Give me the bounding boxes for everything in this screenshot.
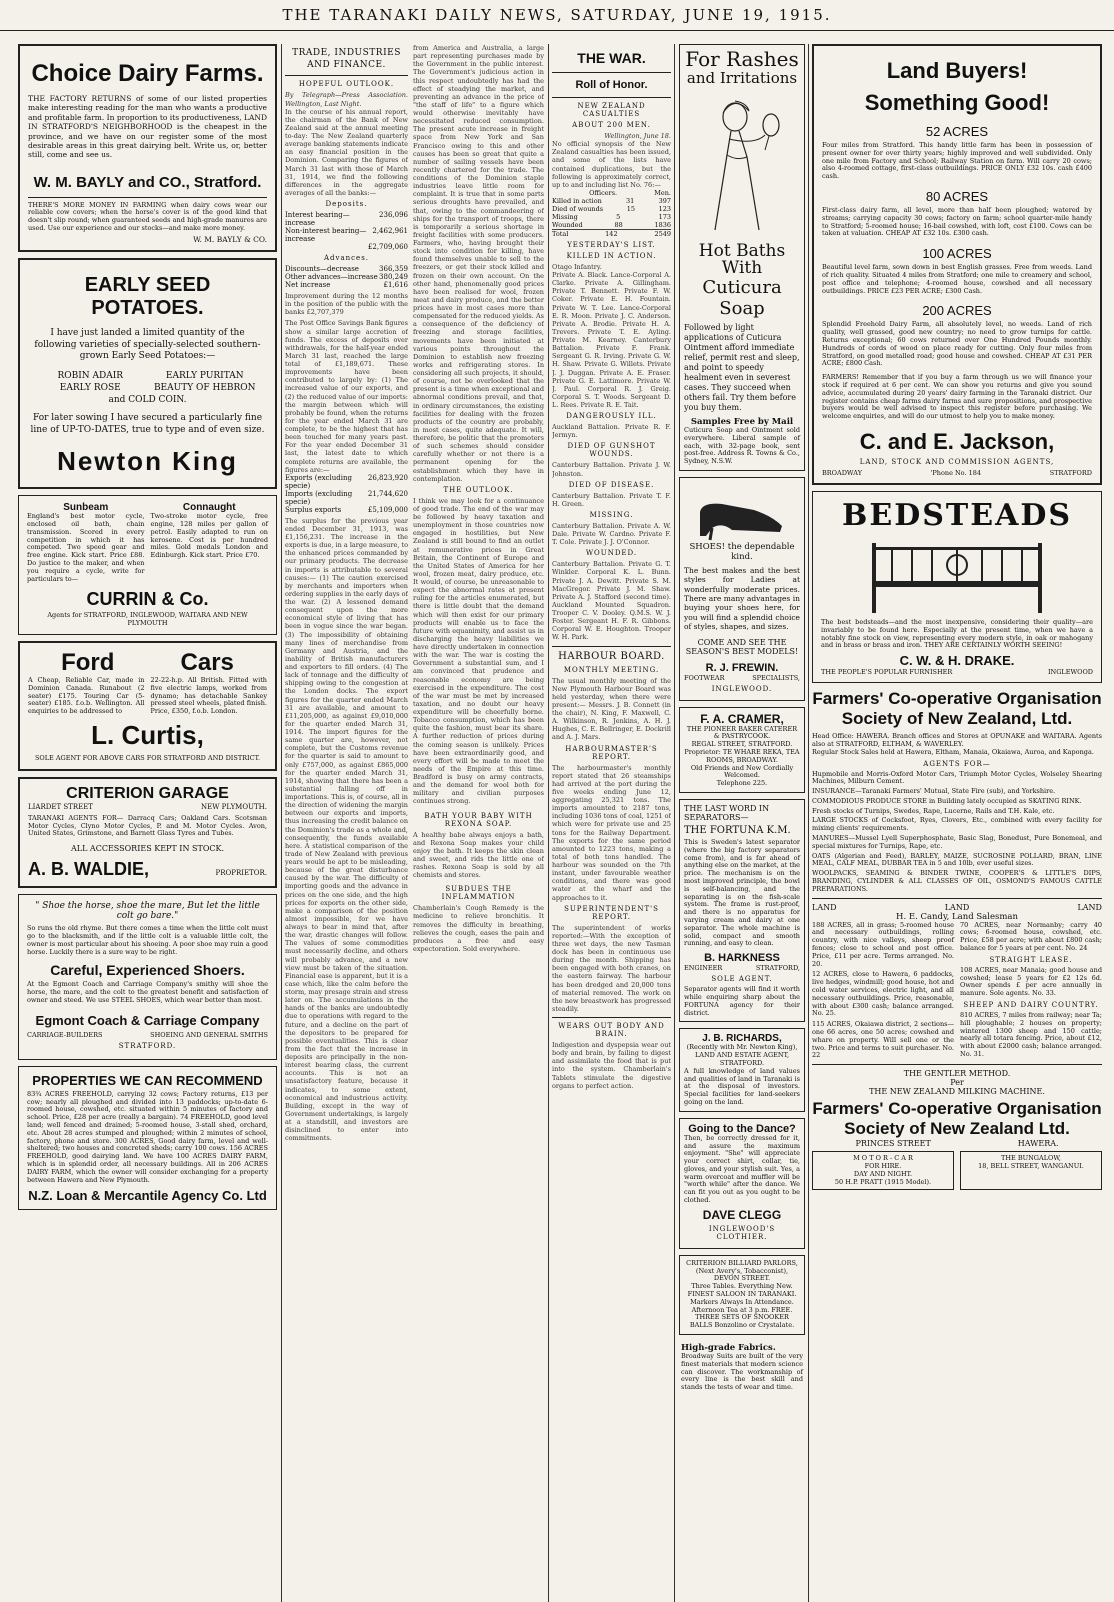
bed-illustration	[821, 537, 1093, 615]
acre-body: Four miles from Stratford. This handy little farm has been in possession of present owner for over thirty years; highly improved and well subdivided. Only one mile from Factory and School; Railway Station on farm. Will carry 20 cows; also 4-roomed cottage, first-class outbuildings. PRICE ONLY £32 10s. cash £400 cash.	[822, 141, 1092, 181]
section-subtitle: SUPERINTENDENT'S REPORT.	[564, 904, 659, 921]
column-1	[18, 44, 277, 1602]
motorcycle-ad	[18, 495, 277, 635]
stats-row: Total 142 2549	[552, 229, 671, 238]
candy-land-ad: LAND LAND LAND H. E. Candy, Land Salesman 188 ACRES, all in grass; 5-roomed house and necessary outbuildings, rolling country, with nice valleys, sheep proof fences; close to school and post office. Price, £11 per acre. Terms arranged. No. 20. 12 ACRES, close to Hawera, 6 paddocks, live hedges, windmill; good house, hot and cold water services, electric light, and all necessary outbuildings. Price, reasonable, with about £300 cash; balance arranged. No. 25. 115 ACRES, Okaiawa district, 2 sections—one 66 acres, one 50 acres; cowshed and whare on property. Will sell one or the two. Price and terms to suit purchaser. No. 22 70 ACRES, near Normanby; carry 40 cows; 6-roomed house, cowshed, etc. Price, £58 per acre; with about £800 cash; balance for 5 years at per cent. No. 24 STRAIGHT LEASE. 108 ACRES, near Manaia; good house and cowshed; lease 5 years for £2 12s 6d. Owner spends £ per acre annually in manure. Sole agents. No. 33. SHEEP AND DAIRY COUNTRY. 810 ACRES, 7 miles from railway; near Ta; hill ploughable; 2 houses on property; wintered 1300 sheep and 150 cattle; nearly all totara fencing. Price, about £12, with about £2000 cash; balance arranged. No. 31.	[812, 902, 1102, 1060]
divider	[552, 72, 671, 73]
fortuna-separator-ad: THE LAST WORD IN SEPARATORS— THE FORTUNA K.M. This is Sweden's latest separator (where the big factory separators come from), and is far ahead of anything else on the market, at the price. The mechanism is on the most improved principle, the bowl is self-balancing, and the separating is on the fish-scale system. The frame is rust-proof, and there is no apparatus for varying cream and dairy at one separator. The whole machine is solid, compact and smooth running, and easy to clean. B. HARKNESS ENGINEER STRATFORD, SOLE AGENT. Separator agents will find it worth while enquiring sharp about the FORTUNA agency for their district.	[679, 799, 805, 1022]
advertiser-name: F. A. CRAMER,	[700, 711, 784, 726]
woman-illustration	[684, 95, 800, 235]
masthead: THE TARANAKI DAILY NEWS, SATURDAY, JUNE 19, 1915.	[0, 6, 1114, 31]
variety-item: and COLD COIN.	[108, 394, 187, 405]
town: NEW PLYMOUTH.	[201, 802, 267, 811]
ad-body: The best makes and the best styles for Ladies at wonderfully moderate prices. There are many advantages in buying your shoes here, for you will find a splendid choice of styles, shapes, and sizes.	[684, 565, 800, 632]
cuticura-ad	[679, 44, 805, 471]
divider	[552, 1017, 671, 1018]
item-heading: BATH YOUR BABY WITH REXONA SOAP.	[424, 811, 533, 828]
acre-body: First-class dairy farm, all level, more than half been ploughed; watered by streams; carrying capacity 30 cows; factory on farm; school quarter-mile handy to Stratford; 5-roomed house; 16-bail cowshed, with loft, cost £100. Cows can be taken at valuation. CHEAP AT £32 10s. £300 cash.	[822, 205, 1092, 238]
ad-intro: I have just landed a limited quantity of the following varieties of specially-selected southern-grown Early Seed Potatoes:—	[34, 327, 261, 362]
name-list: Canterbury Battalion. Private A. W. Dale. Private W. Cardno. Private F. T. Cole. Private J. J. O'Connor.	[552, 521, 671, 547]
column-4	[552, 44, 671, 1602]
dateline: Wellington, June 18.	[604, 132, 671, 140]
article-body: In the course of his annual report, the chairman of the Bank of New Zealand said at the annual meeting to-day: The New Zealand quarterly average banking statements indicate an easy financial position in the Dominion. Comparing the figures of March 31 last with those of March 31, 1914, we find the following differences in the aggregate averages of all the banks:—	[285, 107, 408, 197]
divider	[812, 898, 1102, 899]
ad-title: SHOES! the dependable kind.	[689, 541, 795, 562]
ad-title: Choice Dairy Farms.	[31, 60, 264, 87]
casualties-heading: NEW ZEALAND CASUALTIES	[577, 102, 646, 118]
street: LIARDET STREET	[28, 802, 93, 811]
samples-line: Samples Free by Mail	[690, 417, 794, 427]
ad-body: 83¾ ACRES FREEHOLD, carrying 32 cows; Factory returns, £13 per cow; nearly all ploughed and divided into 13 paddocks; up-to-date 6-roomed house, cowshed, etc. situated within 5 minutes of factory and school. Price, £28 per acre (really a bargain). 74 FREEHOLD, good level land; well fenced and drained; 5-roomed house, 3-stall shed, orchard, etc. About 28 acres stumped and ploughed; within 2 minutes of school, factory, phone and store. 300 ACRES, Good dairy farm, level and well-sheltered; two houses and concreted sheds; carry 100 cows. 156 ACRES FREEHOLD, good dairying land. We have 100 ACRES DAIRY FARM, which is in splendid order, all necessary buildings. All in 206 ACRES DAIRY FARM, which the owner will consider exchanging for a property between Hawera and New Plymouth.	[27, 1089, 268, 1184]
acre-heading: 200 ACRES	[922, 303, 992, 319]
item-body: Chamberlain's Cough Remedy is the medicine to relieve bronchitis. It removes the difficulty in breathing, relieves the cough, eases the pain and produces a free and easy expectoration. Sold everywhere.	[413, 904, 544, 953]
divider	[285, 75, 408, 76]
item-heading: SUBDUES THE INFLAMMATION	[441, 885, 516, 902]
ad-title: Farmers' Co-operative Organisation	[812, 1099, 1102, 1119]
advertiser-name: R. J. FREWIN.	[705, 661, 779, 674]
divider	[552, 646, 671, 647]
ad-title: Society of New Zealand Ltd.	[844, 1119, 1070, 1139]
frewin-shoes-ad: SHOES! the dependable kind. The best makes and the best styles for Ladies at wonderfully moderate prices. There are many advantages in buying your shoes here, for you will find a splendid choice of styles, shapes, and sizes. COME AND SEE THE SEASON'S BEST MODELS! R. J. FREWIN. FOOTWEAR SPECIALISTS, INGLEWOOD.	[679, 477, 805, 701]
section-subtitle: Roll of Honor.	[575, 79, 648, 91]
divider	[28, 197, 267, 198]
accessories: ALL ACCESSORIES KEPT IN STOCK.	[70, 844, 225, 854]
ad-title: Careful, Experienced Shoers.	[50, 962, 245, 979]
column-rule	[548, 44, 549, 1602]
variety-item: BEAUTY OF HEBRON	[153, 382, 256, 393]
samples-detail: Cuticura Soap and Ointment sold everywhere. Liberal sample of each, with 32-page book, sent post-free. Address R. Towns & Co., Sydney, N.S.W.	[684, 426, 800, 466]
acre-heading: 52 ACRES	[925, 124, 989, 139]
table-row: Discounts—decrease 366,359	[285, 265, 408, 273]
table-heading: Advances.	[323, 254, 370, 262]
stats-row: Killed in action 31 397	[552, 196, 671, 205]
ad-body: TARANAKI AGENTS FOR— Darracq Cars; Oakland Cars. Scotsman Motor Cycles, Clyno Motor Cycles, P. and M. Motor Cycles. Avon, United States, Grimstone, and Barnett Glass Tyres and Tubes.	[28, 813, 267, 838]
advertiser-name: L. Curtis,	[91, 720, 204, 750]
ad-body: THE FACTORY RETURNS of some of our listed properties make interesting reading for the man who wants a productive and profitable farm. In proportion to its productiveness, LAND IN STRATFORD'S NEIGHBORHOOD is the cheapest in the province, and we have on our register some of the most desirable areas in this great dairying belt. Write us, or, better still, come and see us.	[28, 94, 267, 160]
ad-headline: Cuticura Soap	[702, 277, 782, 319]
advertiser-signature: W. M. BAYLY & CO.	[193, 234, 267, 244]
name-list: Canterbury Battalion. Private J. W. Johnston.	[552, 461, 671, 478]
jackson-land-ad: Land Buyers! Something Good! 52 ACRES Four miles from Stratford. This handy little farm has been in possession of present owner for over thirty years; highly improved and well subdivided. Only one mile from Factory and School; Railway Station on farm. Will carry 20 cows; also 4-roomed cottage, first-class outbuildings. PRICE ONLY £32 10s. cash £400 cash. 80 ACRES First-class dairy farm, all level, more than half been ploughed; watered by streams; carrying capacity 30 cows; factory on farm; school quarter-mile handy to Stratford; 5-roomed house; 16-bail cowshed, with loft, cost £100. Cows can be taken at valuation. CHEAP AT £32 10s. £300 cash. 100 ACRES Beautiful level farm, sown down in best English grasses. Free from weeds. Land of rich quality. Situated 4 miles from Stratford; one mile to creamery and school, post office and telephone; 4-roomed house, cowshed and all necessary outbuildings. PRICE £23 PER ACRE; £300 Cash. 200 ACRES Splendid Freehold Dairy Farm, all absolutely level, no weeds. Land of rich quality, well grassed, good new country; no need to grow turnips for cattle. Returns exceptional; 60 cows returned over One Hundred Pounds monthly. Hundreds of cords of wood on place ready for cutting. Only four miles from Stratford, on good metalled road; good house and cowshed. CHEAP AT £31 PER ACRE; £800 Cash. FARMERS! Remember that if you buy a farm through us we will finance your stock if required at 6 per cent. We can show you returns and give you sound advice, accumulated during 20 years' dairy farming in the Taranaki district. Our register contains cheap farms dairy farms and sure propositions, and prospective buyers would be well advised to inspect this register before purchasing. We welcome enquiries, and will do our utmost to help you to make money. C. and E. Jackson, LAND, STOCK AND COMMISSION AGENTS, BROADWAY 'Phone No. 184 STRATFORD	[812, 44, 1102, 485]
quote: " Shoe the horse, shoe the mare, But let the little colt go bare."	[35, 901, 260, 922]
acre-heading: 80 ACRES	[925, 188, 989, 204]
woman-with-mirror-icon	[697, 95, 787, 235]
stats-row: Wounded 88 1836	[552, 220, 671, 229]
shoe-icon	[692, 482, 792, 542]
table-heading: Deposits.	[325, 200, 368, 208]
unit: Otago Infantry.	[552, 262, 602, 271]
advertiser-name: N.Z. Loan & Mercantile Agency Co. Ltd	[28, 1188, 267, 1204]
article-body: The superintendent of works reported:—With the exception of three wet days, the new Tasman dock has been in continuous use during the month. Shipping has been engaged with both cranes, on the eastern fairway. The harbour has been dredged and 20,000 tons of material removed. The work on the new breastwork has progressed steadily.	[552, 923, 671, 1013]
list-heading: KILLED IN ACTION.	[566, 251, 657, 260]
ford-cars-ad	[18, 641, 277, 771]
table-row: Other advances—increase 380,249	[285, 273, 408, 281]
ad-title: Going to the Dance?	[688, 1122, 796, 1135]
proprietor: PROPRIETOR.	[215, 869, 267, 878]
divider	[552, 97, 671, 98]
ad-title: For Rashes	[685, 47, 799, 71]
ad-title: EARLY SEED POTATOES.	[84, 273, 211, 319]
ford-left-text: A Cheap, Reliable Car, made in Dominion Canada. Runabout (2 seater) £175. Touring Car (5-seater) £185. f.o.b. Wellington. All enquiries to be addressed to	[28, 676, 145, 716]
section-heading: THE OUTLOOK.	[443, 485, 514, 494]
article-title: TRADE, INDUSTRIES AND FINANCE.	[292, 48, 401, 70]
article-body: from America and Australia, a large part representing purchases made by the Government in the public interest. The Government's judicious action in this respect undoubtedly has had the effect of steadying the market, and preventing an advance in the price of "the staff of life" to a figure which would otherwise inevitably have necessitated reduced consumption. The present acute increase in freight space from New York and San Francisco owing to this and other causes has been so great that quite a number of sailing vessels have been recently chartered for the trade. The conditions of the Dominion staple industries leave little room for complaint. It is true that in some parts serious droughts have prevailed, and that, owing to the commandeering of ships for the transport of troops, there is temporarily a serious shortage in freight facilities with some producers. Farmers, who, having brought their stock into condition for killing, have found themselves unable to sell to the freezers, or get their stock killed and frozen on their own account. On the other hand, phenomenally good prices have been realised for wool, frozen meat and dairy produce, and the better prices have in most cases more than compensated for the reduced yields. As a consequence of the deficiency of freezing and storage facilities, movements have been initiated at various points throughout the Dominion to establish new freezing works and refrigerating stores. In considering all such projects, it should, of course, not be overlooked that the present is a time when exceptional and abnormal conditions prevail, and that, in ordinary circumstances, the existing facilities for dealing with the frozen products of the country are probably, in most cases, quite adequate. It will, therefore, be politic that the promoters of such schemes should consider carefully whether or not there is a permanent opening for the establishment which they have in contemplation.	[413, 44, 544, 483]
motor-car-hire-ad: M O T O R - C A R FOR HIRE. DAY AND NIGHT. 50 H.P. PRATT (1915 Model).	[812, 1151, 954, 1190]
advertiser-name: Egmont Coach & Carriage Company	[35, 1012, 260, 1028]
ad-title: THE LAST WORD IN SEPARATORS—	[684, 803, 770, 822]
sunbeam-title: Sunbeam	[63, 502, 109, 514]
item-heading: WEARS OUT BODY AND BRAIN.	[558, 1022, 665, 1038]
list-heading: DIED OF GUNSHOT WOUNDS.	[567, 442, 656, 459]
column-rule	[281, 44, 282, 1602]
ad-title: Farmers' Co-operative Organisation	[812, 689, 1102, 709]
connaught-title: Connaught	[182, 502, 236, 514]
advertiser-name: C. and E. Jackson,	[859, 428, 1055, 454]
cramer-ad: F. A. CRAMER, THE PIONEER BAKER CATERER & PASTRYCOOK. REGAL STREET, STRATFORD. Proprietor: TE WHARE REKA, TEA ROOMS, BROADWAY. Old Friends and New Cordially Welcomed. Telephone 225.	[679, 707, 805, 793]
name-list: Canterbury Battalion. Private G. T. Winkler. Corporal K. L. Bunn. Private J. A. Dewitt. Private S. M. MacGregor. Private J. M. Shaw. Private A. J. Stafford (second time). Auckland Mounted Squadron. Trooper C. V. Dooley. Q.M.S. W. J. Foster. Sergeant H. F. R. Gibbons. Corporal W. E. Houghton. Trooper W. H. Park.	[552, 560, 671, 642]
shoe-illustration	[684, 482, 800, 542]
item-body: A healthy babe always enjoys a bath, and Rexona Soap makes your child enjoy the bath. It keeps the skin clean and sweet, and rids the little one of rashes. Rexona Soap is sold by all chemists and stores.	[413, 830, 544, 880]
dave-clegg-ad: Going to the Dance? Then, be correctly dressed for it, and assure the maximum enjoyment. "She" will appreciate your correct shirt, collar, tie, gloves, and your stylish suit. Yes, a warm overcoat and muffler will be "worth while" after the dance. We can fit you out as you ought to be clothed. DAVE CLEGG INGLEWOOD'S CLOTHIER.	[679, 1118, 805, 1249]
acre-heading: 100 ACRES	[922, 246, 992, 262]
column-5	[679, 44, 805, 1602]
article-body: The usual monthly meeting of the New Plymouth Harbour Board was held yesterday, when there were present:— Messrs. J. B. Connett (in the chair), N. King, F. Maxwell, C. A. Wilkinson, R. Jenkins, A. H. J. Hughes, C. E. Bellringer, E. Dockrill and A. J. Mars.	[552, 676, 671, 742]
ad-title: Cars	[180, 649, 234, 677]
ad-title: PROPERTIES WE CAN RECOMMEND	[32, 1072, 263, 1088]
casualties-subheading: ABOUT 200 MEN.	[572, 121, 651, 129]
table-row: £2,709,060	[367, 243, 408, 251]
stats-header: Officers. Men.	[589, 188, 671, 197]
town: STRATFORD.	[118, 1041, 177, 1050]
advertiser-name: B. HARKNESS	[704, 952, 780, 965]
dateline: By Telegraph—Press Association. Wellington, Last Night.	[285, 91, 408, 108]
ford-right-text: 22-22-h.p. All British. Fitted with five electric lamps, worked from dynamo; has detachable Sankey pressed steel wheels, plated finish. Price, £350, f.o.b. London.	[150, 676, 267, 716]
variety-item: ROBIN ADAIR	[57, 370, 124, 381]
fabrics-ad: High-grade Fabrics. Broadway Suits are built of the very finest materials that modern science can discover. The workmanship of every line is the best skill and stands the tests of wear and time.	[681, 1343, 803, 1392]
article-subtitle: HOPEFUL OUTLOOK.	[298, 80, 395, 89]
advertiser-name: A. B. WALDIE,	[28, 859, 149, 880]
variety-item: EARLY PURITAN	[165, 370, 244, 381]
acre-body: Splendid Freehold Dairy Farm, all absolutely level, no weeds. Land of rich quality, well grassed, good new country; no need to grow turnips for cattle. Returns exceptional; 60 cows returned over One Hundred Pounds monthly. Hundreds of cords of wood on place ready for cutting. Only four miles from Stratford, on good metalled road; good house and cowshed. CHEAP AT £31 PER ACRE; £800 Cash.	[822, 320, 1092, 368]
column-2	[285, 44, 408, 1602]
egmont-coach-ad	[18, 894, 277, 1060]
article-body: The harbourmaster's monthly report stated that 26 steamships had arrived at the port during the five weeks ending June 12, aggregating 25,321 tons. The imports amounted to 2187 tons, including 1036 tons of coal, 1251 of which were for private use and 25 tons for the Railway Department. The exports for the same period amounted to 1223 tons, making a total of both tons handled. The harbour was sounded on the 7th instant, under favourable weather conditions, and there was good water at the wharf and the approaches to it.	[552, 763, 671, 902]
bedstead-icon	[852, 537, 1062, 615]
ad-title: BEDSTEADS	[841, 497, 1073, 533]
sunbeam-body: England's best motor cycle, enclosed oil bath, chain transmission. Scored in every competition in which it has competed. Two speed gear and free engine. Kick start. Price £88. Do justice to the maker, and when you require a cycle, write for particulars to—	[27, 512, 145, 583]
ad-body: The best bedsteads—and the most inexpensive, considering their quality—are invariably to be found here. Especially at the present time, when we have a notably fine stock on view, representing every modern style, in oak or mahogany and in brass or brass and iron. THEY ARE CERTAINLY WORTH SEEING!	[821, 617, 1093, 650]
name-list: Auckland Battalion. Private R. F. Jermyn.	[552, 423, 671, 440]
advertiser-name: Newton King	[57, 446, 238, 477]
column-rule	[674, 44, 675, 1602]
trade-right: SHOEING AND GENERAL SMITHS	[150, 1030, 268, 1039]
ad-title: Land Buyers!	[886, 58, 1028, 83]
article-body: The surplus for the previous year ended December 31, 1913, was £1,156,231. The increase in the exports is due, in a large measure, to the enhanced prices commanded by our primary products. The decrease in imports is attributable to several causes:— (1) The caution exercised by merchants and importers when ordering supplies in the early days of the war. (2) A lessened demand consequent upon the more economical style of living that has been in vogue since the war began. (3) The impossibility of obtaining many lines of merchandise from Germany and Austria, and the inability of British manufacturers and exporters to fill orders. (4) The lack of tonnage and the difficulty of shipping owing to the congestion at the London docks. The export figures for the quarter ended March 31 are available, and amount to £11,205,000, as against £9,010,000 for the quarter ended March 31, 1914. The import figures for the same quarter are, however, not complete, but the Customs revenue for the quarter is said to amount to only £757,000, as against £865,000 for the quarter ended March 31, 1914, showing that there has been a substantial falling off in importations. This is, of course, all in the direction of widening the margin between our exports and imports, thus increasing the credit balance on the Dominion's trade as a whole and, consequently, the funds available here. A statistical comparison of the trade of New Zealand with previous years would be apt to be misleading, because of the great disturbance caused by the war. The difficulty of importing goods and the advance in prices on the one side, and the high prices for exports on the other side, make a comparison of the position almost impossible, for we have always to bear in mind that, after the war, drastic changes will follow. The values of some commodities must necessarily decline, and others will probably advance, and a new view must be taken of the situation. Financial ease is apparent, but it is a case which, like the calm before the storm, may presage strain and stress later on. The accumulations in the hands of the banks are undoubtedly due to operations with regard to the future, and a decline on the part of the depositors to be prepared for possible eventualities. This is clear from the fact that the increase in deposits are principally in the non-interest bearing class, the current accounts. This is not an unsatisfactory feature, because it indicates, to some extent, economical and industrious activity. Building, except in the way of Government undertakings, is largely at a standstill, and investors are disinclined to enter into commitments.	[285, 516, 408, 1143]
seed-potatoes-ad	[18, 258, 277, 489]
milking-machine-ad: THE GENTLER METHOD. Per THE NEW ZEALAND MILKING MACHINE. Farmers' Co-operative Organisation Society of New Zealand Ltd. PRINCES STREET HAWERA.	[812, 1069, 1102, 1149]
variety-item: EARLY ROSE	[59, 382, 121, 393]
ad-title: and Irritations	[686, 69, 798, 87]
column-3	[413, 44, 544, 1602]
table-row: Exports (excluding specie) 26,823,920	[285, 473, 408, 490]
name-list: Private A. Black. Lance-Corporal A. Clarke. Private A. Gillingham. Private T. Bennett. Private F. W. Coker. Private E. H. Fountain. Private W. T. Lee. Lance-Corporal E. R. Moon. Private J. C. Anderson. Private A. Brodie. Private H. A. Trevers. Private T. E. Ayling. Private M. Kearney. Canterbury Battalion. Private F. Frank. Sergeant G. R. Irving. Private G. W. H. Shaw. Private G. Willets. Private J. J. Duggan. Private A. E. Fraser. Private G. E. Lattimore. Private W. J. Paul. Corporal R. J. Greig. Corporal S. T. Woods. Sergeant D. L. Rees. Private R. E. Tait.	[552, 271, 671, 409]
ad-title: THE FORTUNA K.M.	[684, 824, 791, 836]
advertiser-name: W. M. BAYLY and CO., Stratford.	[33, 173, 262, 191]
list-heading: DIED OF DISEASE.	[568, 480, 655, 489]
list-heading: DANGEROUSLY ILL.	[566, 412, 657, 421]
criterion-garage-ad	[18, 777, 277, 888]
table-row: Non-interest bearing—increase 2,462,961	[285, 227, 408, 243]
article-body: No official synopsis of the New Zealand casualties has been issued, and some of the lists have contained duplications, but the following is approximately correct, up to and including list No. 76:—	[552, 140, 671, 189]
connaught-body: Two-stroke motor cycle, free engine, 128 miles per gallon of petrol. Easily adapted to run on kerosene. Cost is per hundred miles. Gold medals London and Edinburgh. Kick start. Price £70.	[150, 512, 268, 560]
advertiser-name: J. B. RICHARDS,	[702, 1033, 782, 1045]
ad-title: Society of New Zealand, Ltd.	[841, 709, 1073, 729]
item-body: Indigestion and dyspepsia wear out body and brain, by failing to digest and assimilate the food that is put into the system. Chamberlain's Tablets stimulate the digestive organs to perfect action.	[552, 1041, 671, 1090]
bungalow-ad: THE BUNGALOW, 18, BELL STREET, WANGANUI.	[960, 1151, 1102, 1190]
section-title: HARBOUR BOARD.	[558, 650, 665, 662]
ad-body: At the Egmont Coach and Carriage Company's smithy will shoe the horse, the mare, and the colt to the greatest benefit and satisfaction of owner and steed. We use STEEL SHOES, which wear better than most.	[27, 980, 268, 1004]
article-body: I think we may look for a continuance of good trade. The end of the war may be followed by heavy taxation and unemployment in those countries now engaged in hostilities, but New Zealand is still bound to find an outlet at remunerative prices in Great Britain, the Continent of Europe and the United States of America for her wool, frozen meat, dairy produce, etc. It would, of course, be unreasonable to expect the abnormal rates at present ruling for the articles enumerated, but there is little doubt that the demand which will then exist for our primary products will enable us to face the future with equanimity, and assist us in discharging the heavy liabilities we have directly undertaken in connection with the war. The war is costing the Government a substantial sum, and I am convinced that prudence and reasonable economy are being exercised in the expenditure. The cost of the war must be met by increased taxation, and no doubt our heavy expenditure will be cheerfully borne. Tobacco consumption, which has been quite the fashion, must bear its share. A further reduction of prices during the coming season is unlikely. Prices have been extraordinarily good, and every effort will be made to meet the needs of the Empire at this time. Bradford is busy on army contracts, and the demand for wool both for military and civilian purposes continues strong.	[413, 496, 544, 806]
ad-body: THERE'S MORE MONEY IN FARMING when dairy cows wear our reliable cow covers; when the horse's cover is of the good kind that doesn't slip round; when guaranteed seeds and high-grade manures are used. Use our experience and our stocks—and make more money.	[28, 200, 267, 233]
section-subtitle: HARBOURMASTER'S REPORT.	[565, 744, 658, 761]
divider	[812, 1064, 1102, 1065]
ad-title: CRITERION GARAGE	[66, 784, 229, 802]
ad-title: CRITERION BILLIARD PARLORS,	[686, 1258, 798, 1267]
richards-ad: J. B. RICHARDS, (Recently with Mr. Newton King), LAND AND ESTATE AGENT, STRATFORD. A full knowledge of land values and qualities of land in Taranaki is at the disposal of investors. Special facilities for land-seekers going on the land.	[679, 1028, 805, 1111]
properties-ad	[18, 1066, 277, 1211]
agent-line: SOLE AGENT FOR ABOVE CARS FOR STRATFORD AND DISTRICT.	[34, 754, 261, 762]
table-row: Interest bearing—increase 236,096	[285, 211, 408, 227]
bedsteads-ad: BEDSTEADS The best bedsteads—and the most inexpensive, considering their quality—are invariably to be found here. Especially at the present time, when we have a notably fine stock on view, representing every modern style, in oak or mahogany and in brass or brass and iron. THEY ARE CERTAINLY WORTH SEEING! C. W. & H. DRAKE. THE PEOPLE'S POPULAR FURNISHER INGLEWOOD	[812, 491, 1102, 683]
ad-body: So runs the old rhyme. But there comes a time when the little colt must go to the blacksmith, and if the little colt is a valuable little colt, the owner is most particular about his shoeing. A poor shoe may ruin a good horse. Luckily there is a sure way to be right.	[27, 924, 268, 956]
improvement-line: Improvement during the 12 months in the position of the public with the banks £2,707,379	[285, 292, 408, 317]
article-body: The Post Office Savings Bank figures show a similar large accretion of funds. The excess of deposits over withdrawals, for the half-year ended March 31 last, reached the large total of £1,189,671. These improvements have been contributed to largely by: (1) The increased value of our exports, and (2) the reduced value of our imports: the margin between which will probably be found, when the returns for the year ended March 31 are complete, to be the highest that has been touched for many years past. For the year ended December 31 last, the latest date to which complete returns are available, the figures are:—	[285, 319, 408, 474]
billiard-parlor-ad: CRITERION BILLIARD PARLORS, (Next Avery's, Tobacconist), DEVON STREET. Three Tables. Everything New. FINEST SALOON IN TARANAKI. Markers Always In Attendance. Afternoon Tea at 3 p.m. FREE. THREE SETS OF SNOOKER BALLS Bonzolino or Crystalate.	[679, 1255, 805, 1335]
season-line: COME AND SEE THE SEASON'S BEST MODELS!	[685, 637, 799, 656]
farmers-cooperative-ad: Farmers' Co-operative Organisation Society of New Zealand, Ltd. Head Office: HAWERA. Branch offices and Stores at OPUNAKE and WAITARA. Agents also at STRATFORD, ELTHAM, & WAVERLEY. Regular Stock Sales held at Hawera, Eltham, Manaia, Okaiawa, Auroa, and Kaponga. AGENTS FOR— Hupmobile and Morris-Oxford Motor Cars, Triumph Motor Cycles, Wolseley Shearing Machines, Milburn Cement. INSURANCE—Taranaki Farmers' Mutual, State Fire (sub), and Yorkshire. COMMODIOUS PRODUCE STORE in Building lately occupied as SKATING RINK. Fresh stocks of Turnips, Swedes, Rape, Lucerne, Rails and T.H. Kale, etc. LARGE STOCKS of Cocksfoot, Ryes, Clovers, Etc., combined with every facility for mixing clients' requirements. MANURES—Mussel Lyell Superphosphate, Basic Slag, Bonedust, Pure Bonemeal, and special mixtures for Turnips, Rape, etc. OATS (Algerian and Feed), BARLEY, MAIZE, SUCROSINE POLLARD, BRAN, LINE MEAL, CALF MEAL, DUBBAR TEA in 5 and 10lb, ever useful sizes. WOOLPACKS, SEAMING & BINDER TWINE, COOPER'S & LITTLE'S DIPS, BRANDING, CYLINDER & ALL CLASSES OF OIL, OSMOND'S FAMOUS CATTLE PREPARATIONS.	[812, 689, 1102, 893]
name-list: Canterbury Battalion. Private T. F. H. Green.	[552, 491, 671, 508]
column-rule	[808, 44, 809, 1602]
choice-dairy-farms-ad	[18, 44, 277, 252]
list-heading: WOUNDED.	[585, 549, 638, 558]
ad-headline: Hot Baths With	[698, 241, 786, 278]
stats-row: Died of wounds 15 123	[552, 204, 671, 213]
ad-title: Something Good!	[864, 90, 1050, 115]
section-subtitle: MONTHLY MEETING.	[563, 665, 660, 674]
advertiser-name: C. W. & H. DRAKE.	[899, 653, 1015, 669]
ad-title: Ford	[61, 649, 115, 677]
farmers-notice: FARMERS! Remember that if you buy a farm through us we will finance your stock if required at 6 per cent. We can show you returns and give you sound advice, accumulated during 20 years' dairy farming in the Taranaki district. Our register contains cheap farms dairy farms and sure propositions, and prospective buyers would be well advised to inspect this register before purchasing. We welcome enquiries, and will do our utmost to help you to make money.	[822, 373, 1092, 421]
salesman: H. E. Candy, Land Salesman	[896, 911, 1018, 922]
trade-left: CARRIAGE-BUILDERS	[27, 1030, 103, 1039]
advertiser-name: DAVE CLEGG	[702, 1207, 782, 1222]
list-heading: MISSING.	[589, 510, 634, 519]
table-row: Imports (excluding specie) 21,744,620	[285, 489, 408, 506]
advertiser-name: CURRIN & Co.	[86, 589, 209, 610]
agents-line: Agents for STRATFORD, INGLEWOOD, WAITARA AND NEW PLYMOUTH	[47, 611, 248, 628]
column-6	[812, 44, 1102, 1602]
acre-body: Beautiful level farm, sown down in best English grasses. Free from weeds. Land of rich quality. Situated 4 miles from Stratford; one mile to creamery and school, post office and telephone; 4-roomed house, cowshed and all necessary outbuildings. PRICE £23 PER ACRE; £300 Cash.	[822, 263, 1092, 295]
section-title: THE WAR.	[577, 50, 646, 66]
list-heading: YESTERDAY'S LIST.	[567, 240, 656, 249]
stats-row: Missing 5 173	[552, 212, 671, 221]
table-row: Net increase £1,616	[285, 281, 408, 289]
table-row: Surplus exports £5,109,000	[285, 505, 408, 514]
ad-body: Followed by light applications of Cuticura Ointment afford immediate relief, permit rest and sleep, and point to speedy healment even in severest cases. They succeed when others fail. Try them before you buy them.	[684, 323, 800, 412]
ad-title: High-grade Fabrics.	[681, 1343, 776, 1354]
ad-outro: For later sowing I have secured a particularly fine line of UP-TO-DATES, true to type and of even size.	[30, 412, 265, 435]
potato-varieties	[34, 371, 261, 405]
ad-body: This is Sweden's latest separator (where the big factory separators come from), and is far ahead of anything else on the market, at the price. The mechanism is on the most improved principle, the bowl is self-balancing, and the separating is on the fish-scale system. The frame is rust-proof, and there is no apparatus for varying cream and dairy at one separator. The whole machine is solid, compact and smooth running, and easy to clean.	[684, 837, 800, 948]
